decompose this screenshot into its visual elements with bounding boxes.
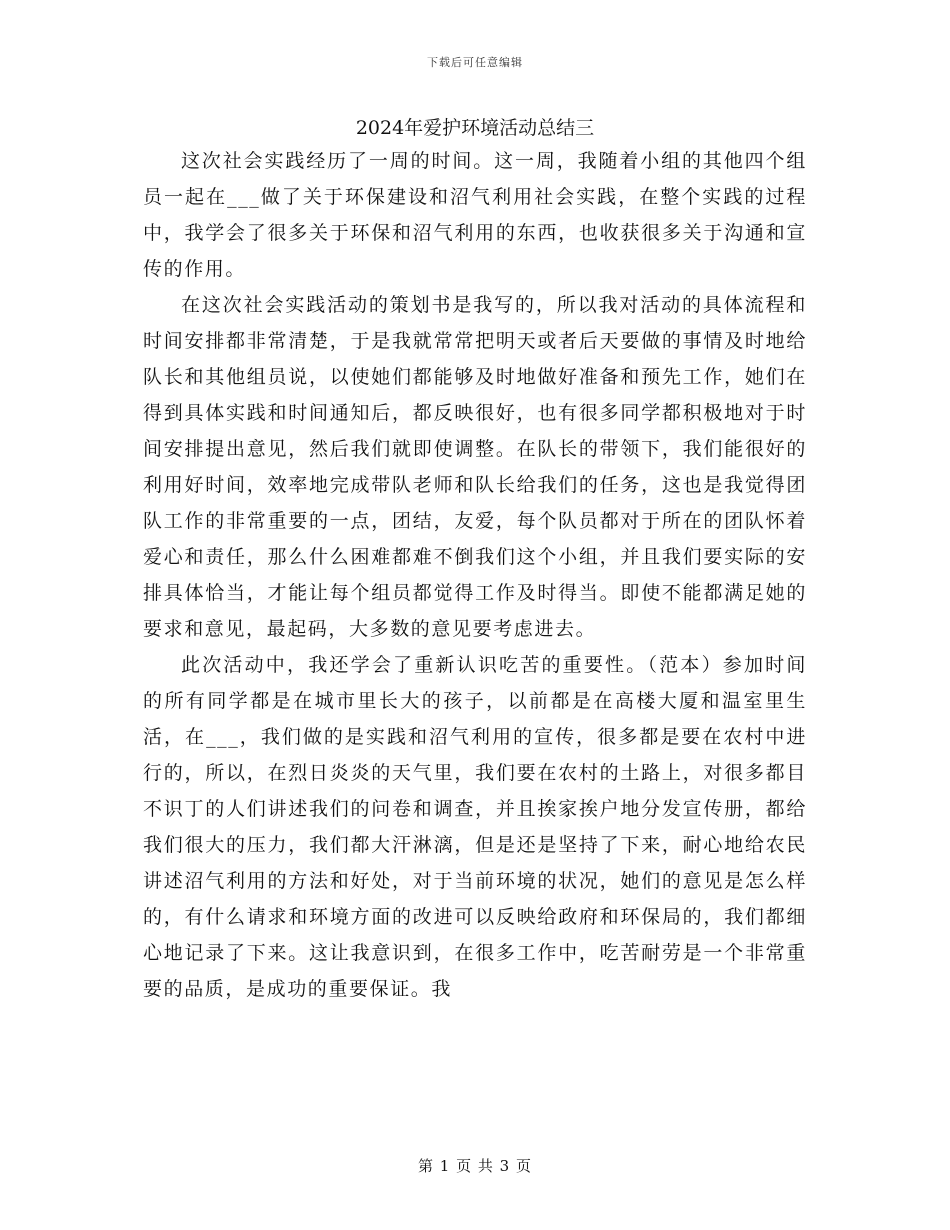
body-paragraph-2: 在这次社会实践活动的策划书是我写的，所以我对活动的具体流程和时间安排都非常清楚，于是我就常常把明天或者后天要做的事情及时地给队长和其他组员说，以使她们都能够及时地做好准备和预先工作，她们在得到具体实践和时间通知后，都反映很好，也有很多同学都积极地对于时间安排提出意见，然后我们就即使调整。在队长的带领下，我们能很好的利用好时间，效率地完成带队老师和队长给我们的任务，这也是我觉得团队工作的非常重要的一点，团结，友爱，每个队员都对于所在的团队怀着爱心和责任，那么什么困难都难不倒我们这个小组，并且我们要实际的安排具体恰当，才能让每个组员都觉得工作及时得当。即使不能都满足她的要求和意见，最起码，大多数的意见要考虑进去。 (143, 294, 807, 640)
document-body (143, 143, 807, 1007)
body-paragraph-3: 此次活动中，我还学会了重新认识吃苦的重要性。（范本）参加时间的所有同学都是在城市里长大的孩子，以前都是在高楼大厦和温室里生活，在___，我们做的是实践和沼气利用的宣传，很多都是要在农村中进行的，所以，在烈日炎炎的天气里，我们要在农村的土路上，对很多都目不识丁的人们讲述我们的问卷和调查，并且挨家挨户地分发宣传册，都给我们很大的压力，我们都大汗淋漓，但是还是坚持了下来，耐心地给农民讲述沼气利用的方法和好处，对于当前环境的状况，她们的意见是怎么样的，有什么请求和环境方面的改进可以反映给政府和环保局的，我们都细心地记录了下来。这让我意识到，在很多工作中，吃苦耐劳是一个非常重要的品质，是成功的重要保证。我 (143, 654, 807, 1000)
page-header-note: 下载后可任意编辑 (427, 56, 523, 69)
body-paragraph-1: 这次社会实践经历了一周的时间。这一周，我随着小组的其他四个组员一起在___做了关于环保建设和沼气利用社会实践，在整个实践的过程中，我学会了很多关于环保和沼气利用的东西，也收获很多关于沟通和宣传的作用。 (143, 150, 807, 280)
document-title: 2024年爱护环境活动总结三 (355, 117, 595, 139)
page-number: 第 1 页 共 3 页 (418, 1157, 532, 1175)
